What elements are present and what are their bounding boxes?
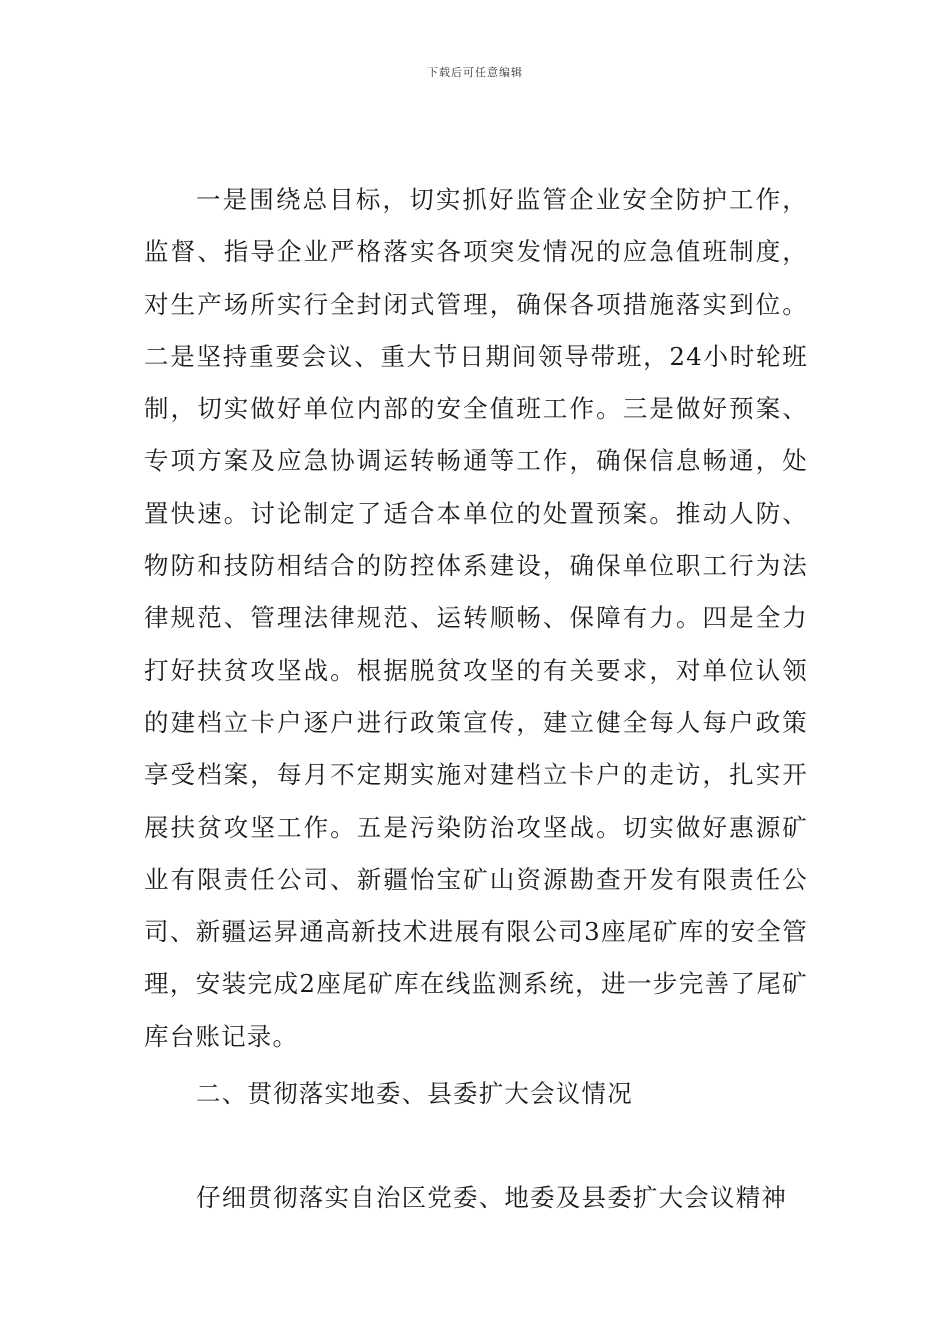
body-paragraph: 一是围绕总目标，切实抓好监管企业安全防护工作，监督、指导企业严格落实各项突发情况的应急值班制度，对生产场所实行全封闭式管理，确保各项措施落实到位。二是坚持重要会议、重大节日期间领导带班，24小时轮班制，切实做好单位内部的安全值班工作。三是做好预案、专项方案及应急协调运转畅通等工作，确保信息畅通，处置快速。讨论制定了适合本单位的处置预案。推动人防、物防和技防相结合的防控体系建设，确保单位职工行为法律规范、管理法律规范、运转顺畅、保障有力。四是全力打好扶贫攻坚战。根据脱贫攻坚的有关要求，对单位认领的建档立卡户逐户进行政策宣传，建立健全每人每户政策享受档案，每月不定期实施对建档立卡户的走访，扎实开展扶贫攻坚工作。五是污染防治攻坚战。切实做好惠源矿业有限责任公司、新疆怡宝矿山资源勘查开发有限责任公司、新疆运昇通高新技术进展有限公司3座尾矿库的安全管理，安装完成2座尾矿库在线监测系统，进一步完善了尾矿库台账记录。 <box>144 185 808 1051</box>
body-paragraph-continued: 仔细贯彻落实自治区党委、地委及县委扩大会议精神 <box>196 1183 788 1212</box>
section-heading: 二、贯彻落实地委、县委扩大会议情况 <box>196 1079 633 1108</box>
header-note: 下载后可任意编辑 <box>427 66 523 79</box>
